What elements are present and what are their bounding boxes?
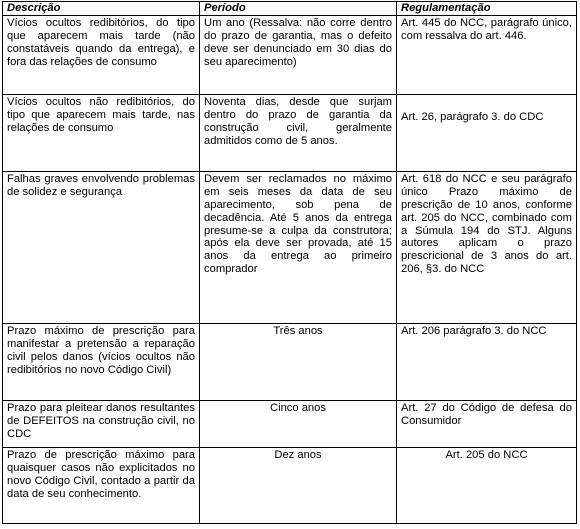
cell-periodo: Dez anos (200, 447, 397, 523)
cell-regulamentacao: Art. 26, parágrafo 3. do CDC (397, 94, 577, 171)
header-descricao: Descrição (3, 2, 200, 16)
cell-periodo: Um ano (Ressalva: não corre dentro do prazo de garantia, mas o defeito deve ser denunciado em 30 dias do seu aparecimento) (200, 15, 397, 94)
cell-descricao: Falhas graves envolvendo problemas de solidez e segurança (3, 171, 200, 323)
cell-regulamentacao: Art. 618 do NCC e seu parágrafo único Prazo máximo de prescrição de 10 anos, conforme art. 205 do NCC, combinado com a Súmula 194 do STJ. Alguns autores aplicam o prazo prescricional de 3 anos do art. 206, §3. do NCC (397, 171, 577, 323)
prazos-table (2, 1, 577, 524)
table-row (3, 94, 577, 171)
cell-descricao: Prazo máximo de prescrição para manifestar a pretensão a reparação civil pelos danos (vícios ocultos não redibitórios no novo Código Civil) (3, 323, 200, 400)
cell-periodo: Cinco anos (200, 400, 397, 447)
header-periodo: Período (200, 2, 397, 16)
cell-descricao: Vícios ocultos redibitórios, do tipo que aparecem mais tarde (não constatáveis quando da entrega), e fora das relações de consumo (3, 15, 200, 94)
cell-regulamentacao: Art. 27 do Código de defesa do Consumidor (397, 400, 577, 447)
cell-descricao: Vícios ocultos não redibitórios, do tipo que aparecem mais tarde, nas relações de consumo (3, 94, 200, 171)
cell-regulamentacao: Art. 206 parágrafo 3. do NCC (397, 323, 577, 400)
cell-regulamentacao: Art. 205 do NCC (397, 447, 577, 523)
cell-periodo: Três anos (200, 323, 397, 400)
cell-periodo: Noventa dias, desde que surjam dentro do prazo de garantia da construção civil, geralmente admitidos como de 5 anos. (200, 94, 397, 171)
header-row (3, 2, 577, 16)
table-row (3, 400, 577, 447)
table-row (3, 323, 577, 400)
header-regulamentacao: Regulamentação (397, 2, 577, 16)
cell-descricao: Prazo de prescrição máximo para quaisquer casos não explicitados no novo Código Civil, contado a partir da data de seu conhecimento. (3, 447, 200, 523)
cell-regulamentacao: Art. 445 do NCC, parágrafo único, com ressalva do art. 446. (397, 15, 577, 94)
table-row (3, 15, 577, 94)
table-row (3, 447, 577, 523)
cell-descricao: Prazo para pleitear danos resultantes de DEFEITOS na construção civil, no CDC (3, 400, 200, 447)
cell-periodo: Devem ser reclamados no máximo em seis meses da data de seu aparecimento, sob pena de decadência. Até 5 anos da entrega presume-se a culpa da construtora; após ela deve ser provada, até 15 anos da entrega ao primeiro comprador (200, 171, 397, 323)
table-row (3, 171, 577, 323)
